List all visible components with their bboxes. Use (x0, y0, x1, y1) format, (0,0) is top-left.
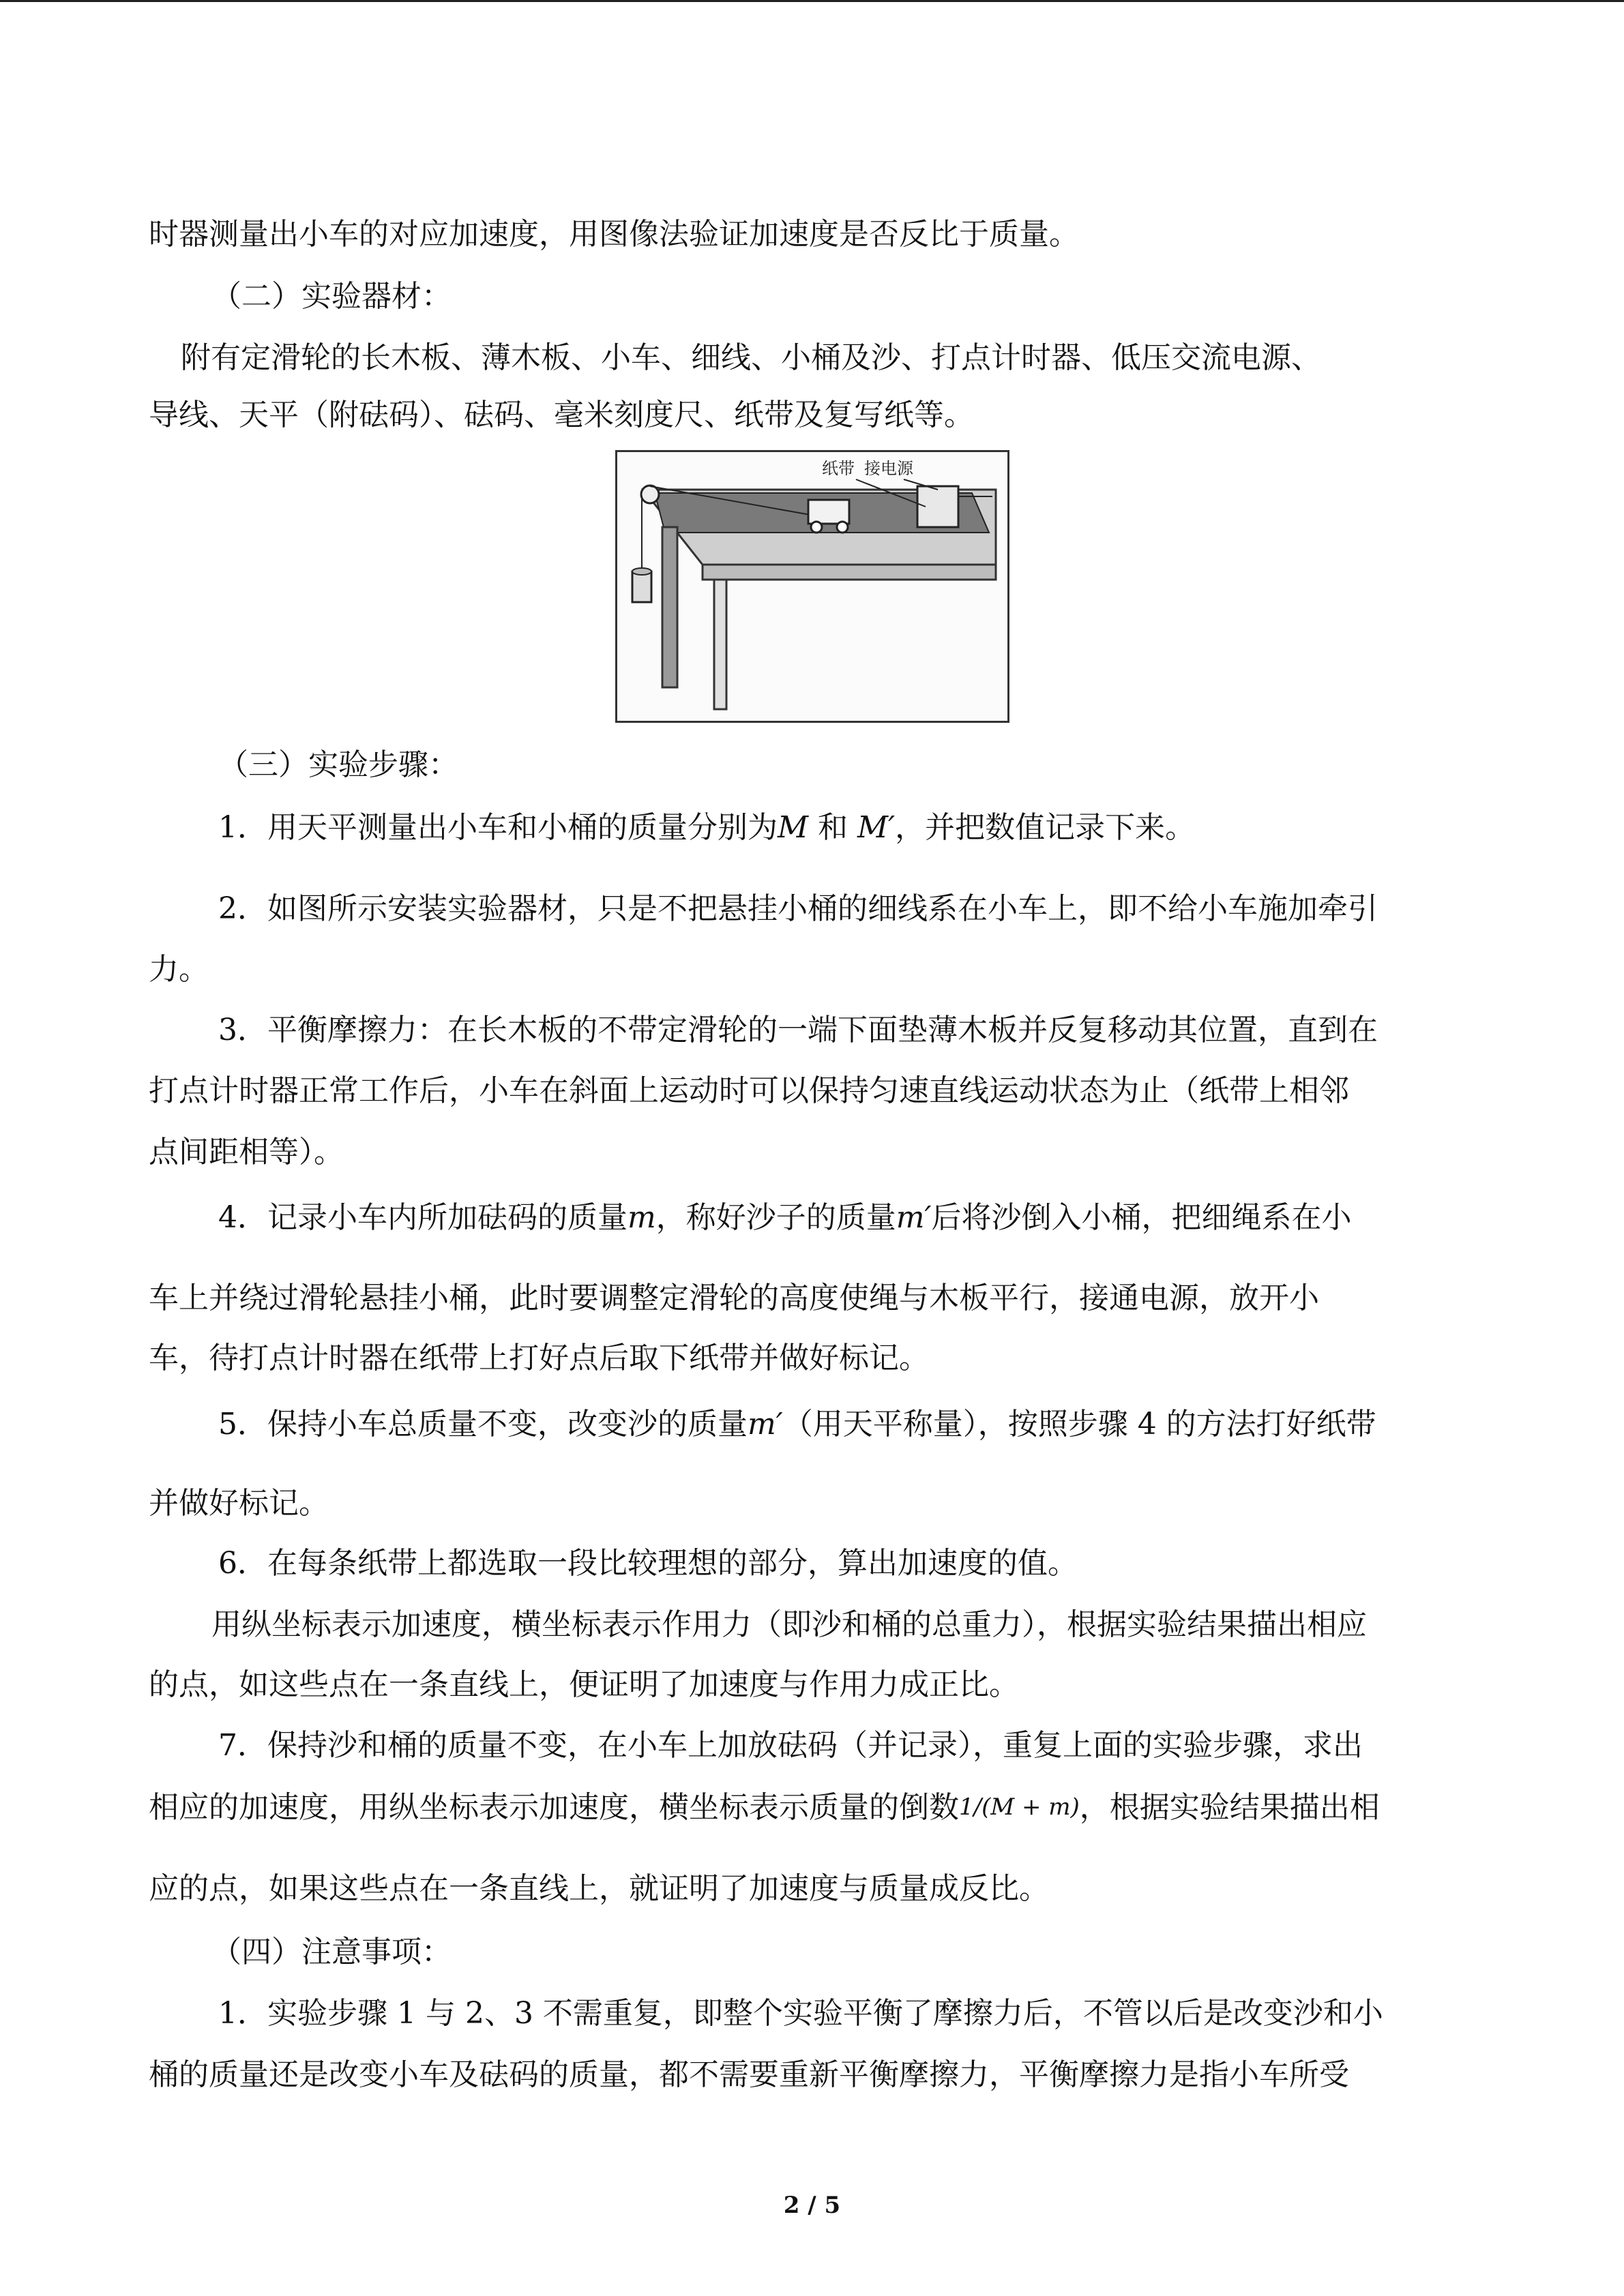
text-line: 桶的质量还是改变小车及砝码的质量，都不需要重新平衡摩擦力，平衡摩擦力是指小车所受 (149, 2057, 1349, 2092)
section-heading-notes: （四）注意事项： (211, 1935, 452, 1969)
text-line: 用纵坐标表示加速度，横坐标表示作用力（即沙和桶的总重力），根据实验结果描出相应 (211, 1607, 1367, 1642)
top-border (0, 0, 1624, 2)
text-line: 打点计时器正常工作后，小车在斜面上运动时可以保持匀速直线运动状态为止（纸带上相邻 (149, 1073, 1349, 1108)
math-reciprocal-mass: 1/(M + m) (959, 1793, 1080, 1821)
note-1: 1．实验步骤 1 与 2、3 不需重复，即整个实验平衡了摩擦力后，不管以后是改变沙和小 (218, 1996, 1383, 2031)
math-m: m (628, 1200, 656, 1235)
step-7-text: 相应的加速度，用纵坐标表示加速度，横坐标表示质量的倒数 (149, 1790, 959, 1825)
text-line: 应的点，如果这些点在一条直线上，就证明了加速度与质量成反比。 (149, 1871, 1049, 1906)
apparatus-drawing (617, 452, 1007, 721)
step-1-text: ，并把数值记录下来。 (895, 810, 1196, 845)
label-paper-tape: 纸带 (822, 459, 855, 478)
math-M-prime: M′ (857, 810, 896, 845)
apparatus-figure (615, 450, 1009, 723)
text-line: 时器测量出小车的对应加速度，用图像法验证加速度是否反比于质量。 (149, 217, 1079, 252)
math-m-prime: m′ (896, 1200, 932, 1235)
text-line: 的点，如这些点在一条直线上，便证明了加速度与作用力成正比。 (149, 1667, 1019, 1702)
text-line: 导线、天平（附砝码）、砝码、毫米刻度尺、纸带及复写纸等。 (149, 398, 974, 432)
step-6: 6．在每条纸带上都选取一段比较理想的部分，算出加速度的值。 (218, 1546, 1078, 1581)
math-m-prime: m′ (748, 1407, 783, 1442)
step-4 (218, 1197, 1545, 1238)
step-1-text: 1．用天平测量出小车和小桶的质量分别为 (218, 810, 778, 845)
step-1-text: 和 (808, 810, 858, 845)
text-line: 车，待打点计时器在纸带上打好点后取下纸带并做好标记。 (149, 1341, 929, 1375)
text-line: 点间距相等）。 (149, 1135, 344, 1169)
step-7-text: ，根据实验结果描出相 (1079, 1790, 1380, 1825)
math-M: M (778, 810, 809, 845)
step-4-text: 后将沙倒入小桶，把细绳系在小 (931, 1200, 1352, 1235)
text-line: 力。 (149, 952, 209, 987)
step-5-text: 5．保持小车总质量不变，改变沙的质量 (218, 1407, 748, 1442)
step-2: 2．如图所示安装实验器材，只是不把悬挂小桶的细线系在小车上，即不给小车施加牵引 (218, 891, 1378, 926)
step-4-text: 4．记录小车内所加砝码的质量 (218, 1200, 628, 1235)
step-7: 7．保持沙和桶的质量不变，在小车上加放砝码（并记录），重复上面的实验步骤，求出 (218, 1728, 1363, 1763)
text-line: 附有定滑轮的长木板、薄木板、小车、细线、小桶及沙、打点计时器、低压交流电源、 (181, 340, 1321, 375)
step-5-text: （用天平称量），按照步骤 4 的方法打好纸带 (782, 1407, 1376, 1442)
step-4-text: ，称好沙子的质量 (655, 1200, 896, 1235)
step-5 (218, 1404, 1545, 1445)
step-3: 3．平衡摩擦力：在长木板的不带定滑轮的一端下面垫薄木板并反复移动其位置，直到在 (218, 1013, 1378, 1047)
section-heading-procedure: （三）实验步骤： (218, 747, 458, 782)
text-line (149, 1787, 1475, 1828)
section-heading-materials: （二）实验器材： (211, 279, 452, 314)
label-power-supply: 接电源 (864, 459, 913, 478)
step-1 (218, 807, 1545, 848)
page-number: 2 / 5 (783, 2192, 841, 2219)
text-line: 车上并绕过滑轮悬挂小桶，此时要调整定滑轮的高度使绳与木板平行，接通电源，放开小 (149, 1281, 1319, 1315)
text-line: 并做好标记。 (149, 1486, 329, 1521)
